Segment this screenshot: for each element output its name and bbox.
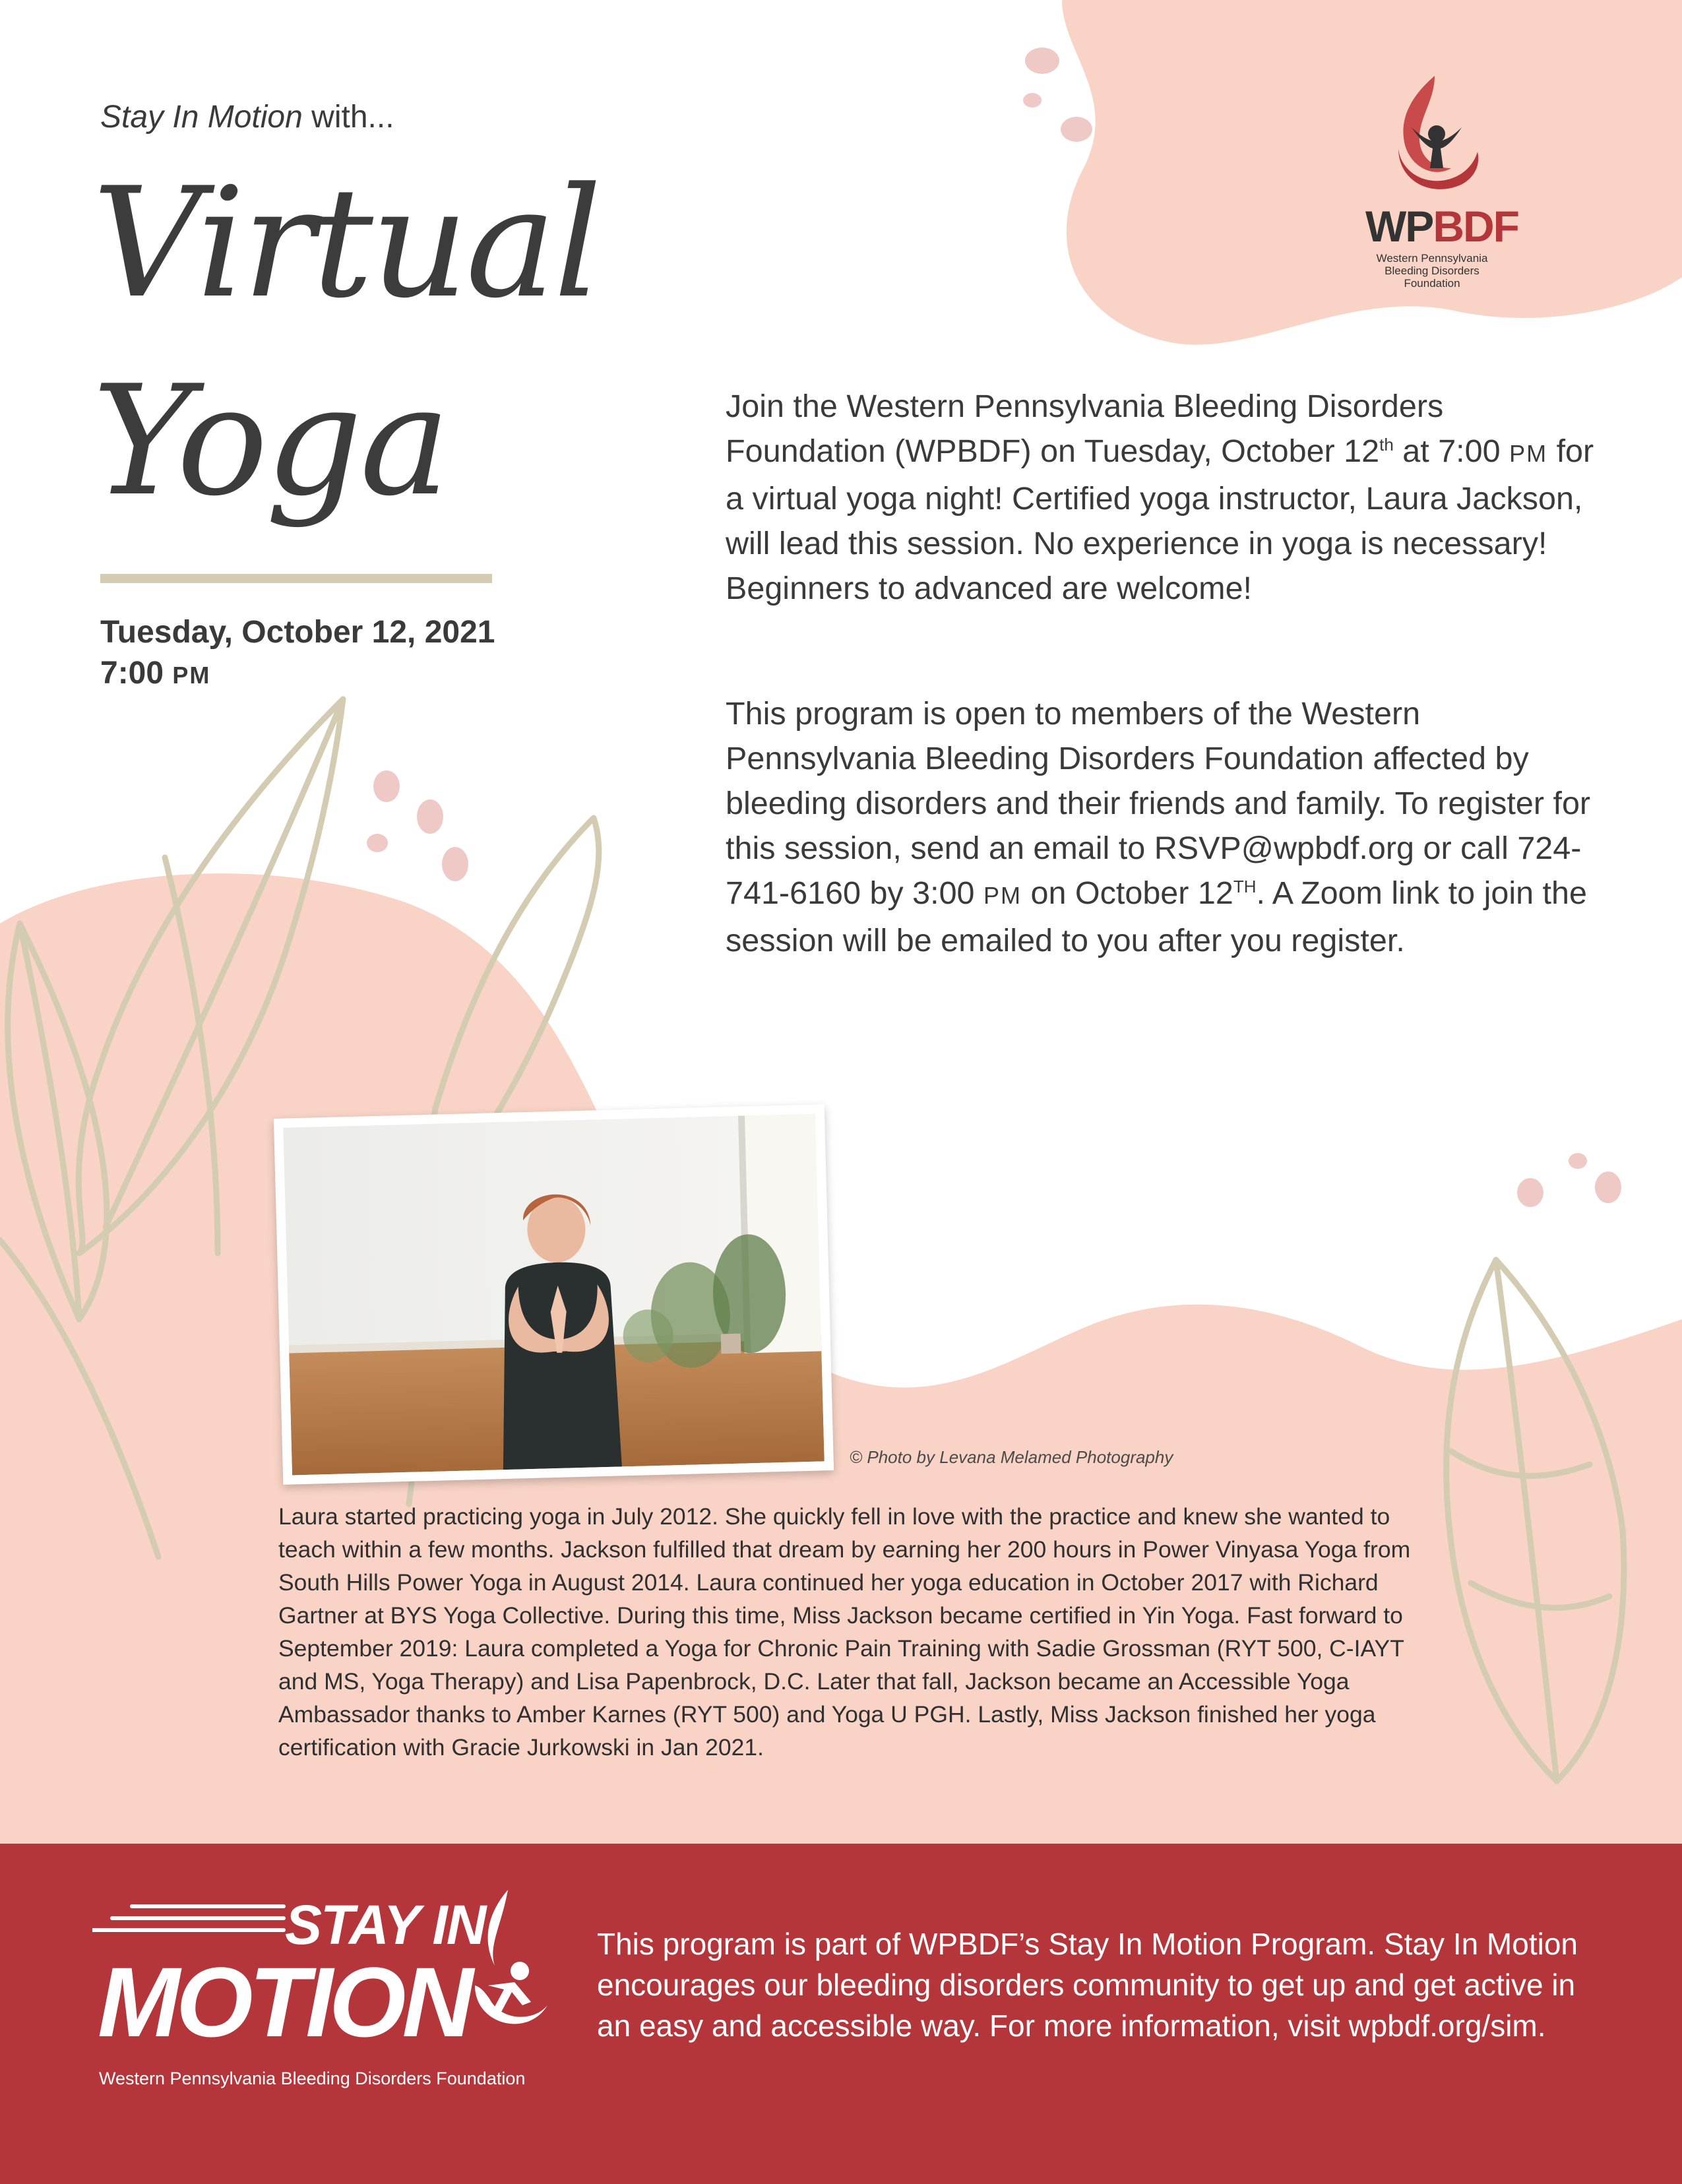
intro-paragraph-2: This program is open to members of the Western Pennsylvania Bleeding Disorders Foundation affected by bleeding disorders and their friends and family. To register for this session, send an email to RSVP@wpbdf.org or call 724-741-6160 by 3:00 PM on October 12TH. A Zoom link to join the session will be emailed to you after you register. [726, 696, 1591, 958]
eyebrow: Stay In Motion with... [100, 100, 394, 135]
yoga-pose-photo [283, 1114, 825, 1476]
instructor-photo [274, 1104, 834, 1485]
footer-description: This program is part of WPBDF’s Stay In Motion Program. Stay In Motion encourages our bleeding disorders community to get up and get active in an easy and accessible way. For more information, visit wpbdf.org/sim. [597, 1927, 1578, 2043]
sim-flame-runner-icon [449, 1887, 567, 2045]
intro-paragraph-1: Join the Western Pennsylvania Bleeding Disorders Foundation (WPBDF) on Tuesday, October 12th at 7:00 PM for a virtual yoga night! Certified yoga instructor, Laura Jackson, will lead this session. No experience in yoga is necessary! Beginners to advanced are welcome! [726, 389, 1594, 606]
instructor-bio: Laura started practicing yoga in July 2012. She quickly fell in love with the practice and knew she wanted to teach within a few months. Jackson fulfilled that dream by earning her 200 hours in Power Vinyasa Yoga from South Hills Power Yoga in August 2014. Laura continued her yoga education in October 2017 with Richard Gartner at BYS Yoga Collective. During this time, Miss Jackson became certified in Yin Yoga. Fast forward to September 2019: Laura completed a Yoga for Chronic Pain Training with Sadie Grossman (RYT 500, C-IAYT and MS, Yoga Therapy) and Lisa Papenbrock, D.C. Later that fall, Jackson became an Accessible Yoga Ambassador thanks to Amber Karnes (RYT 500) and Yoga U PGH. Lastly, Miss Jackson finished her yoga certification with Gracie Jurkowski in Jan 2021. [278, 1503, 1411, 1761]
flame-person-icon [1372, 69, 1491, 201]
photo-credit: © Photo by Levana Melamed Photography [850, 1447, 1173, 1467]
title-rule [100, 574, 492, 583]
logo-wordmark: WPBDF [1365, 202, 1518, 251]
event-time: 7:00 PM [100, 656, 211, 691]
title-line-2: Yoga [92, 354, 448, 530]
sim-logo-stay: STAY IN [285, 1894, 485, 1956]
logo-subtitle: Western Pennsylvania Bleeding Disorders Foundation [1376, 252, 1488, 290]
event-date: Tuesday, October 12, 2021 [100, 615, 495, 650]
speed-lines-icon [92, 1898, 290, 1945]
event-datetime [100, 612, 495, 696]
sim-logo-motion: MOTION [98, 1947, 470, 2057]
sim-logo-org: Western Pennsylvania Bleeding Disorders Foundation [99, 2069, 526, 2088]
title-line-1: Virtual [92, 156, 600, 332]
